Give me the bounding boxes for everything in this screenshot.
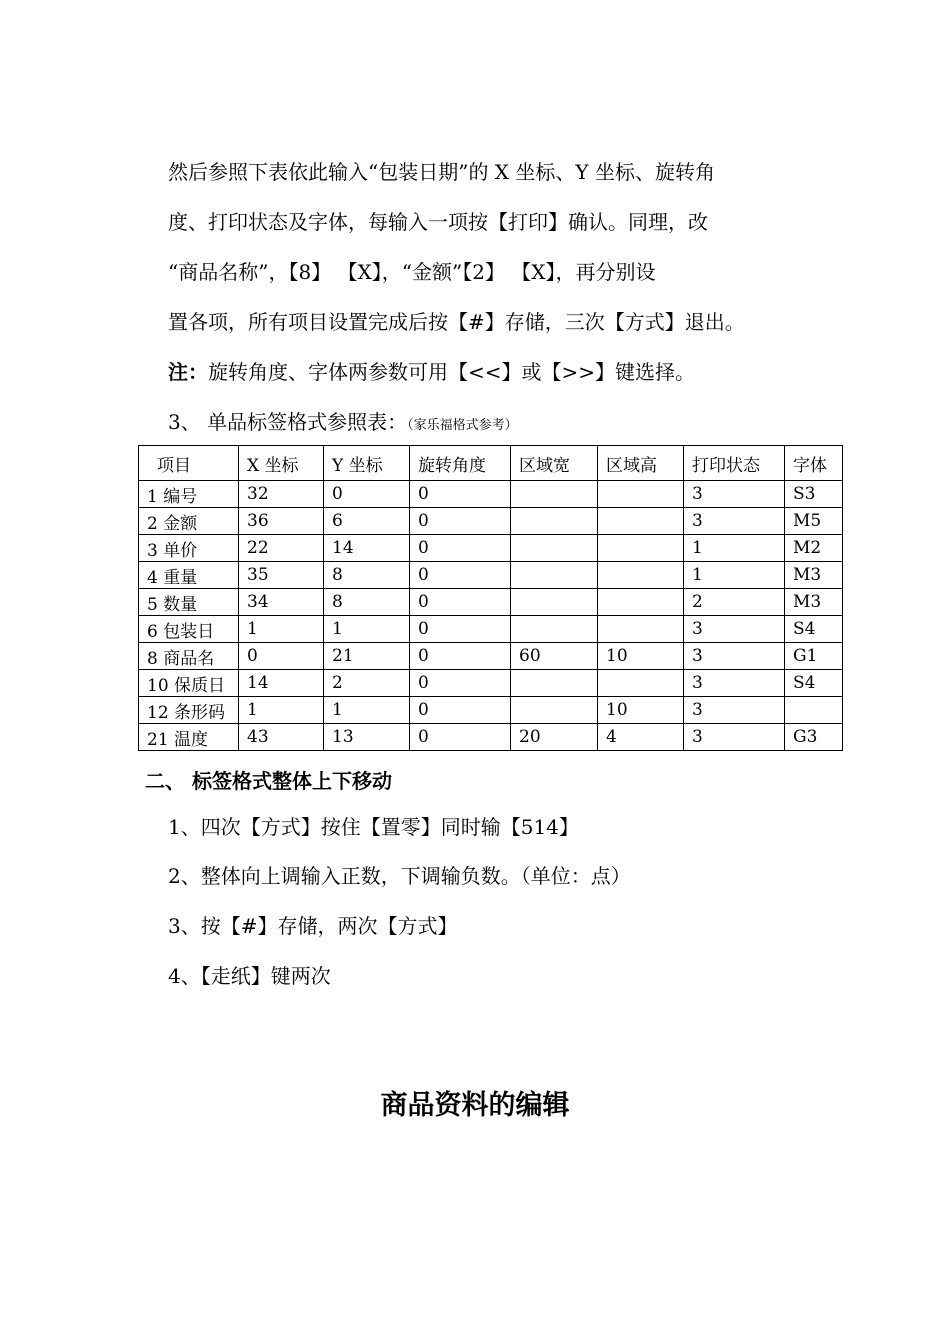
table-cell [511, 562, 598, 589]
table-cell: G3 [785, 724, 843, 751]
table-cell: 3 [684, 481, 785, 508]
table-cell: 3 [684, 670, 785, 697]
table-row [139, 724, 843, 751]
paragraph-line-2: 度、打印状态及字体，每输入一项按【打印】确认。同理，改 [168, 210, 708, 234]
table-cell: 3 [684, 724, 785, 751]
table-cell: 1 [684, 562, 785, 589]
table-cell: 32 [239, 481, 324, 508]
table-cell: 2 金额 [139, 508, 239, 535]
table-cell: 0 [239, 643, 324, 670]
table-cell: M3 [785, 589, 843, 616]
table-cell: 2 [684, 589, 785, 616]
table-cell [598, 508, 684, 535]
table-cell: 0 [410, 670, 511, 697]
table-cell: 43 [239, 724, 324, 751]
table-cell: 10 [598, 697, 684, 724]
table-cell: 4 重量 [139, 562, 239, 589]
table-cell: 8 [324, 562, 410, 589]
table-cell: M2 [785, 535, 843, 562]
table-cell: 0 [410, 589, 511, 616]
table-cell: 1 编号 [139, 481, 239, 508]
table-row [139, 481, 843, 508]
table-cell: 34 [239, 589, 324, 616]
table-cell [598, 535, 684, 562]
table-cell: 3 [684, 643, 785, 670]
table-cell: G1 [785, 643, 843, 670]
table-cell [598, 670, 684, 697]
paragraph-line-4: 置各项，所有项目设置完成后按【#】存储，三次【方式】退出。 [168, 310, 745, 334]
table-row [139, 670, 843, 697]
table-cell: 6 [324, 508, 410, 535]
table-cell: 10 保质日 [139, 670, 239, 697]
table-cell: 0 [410, 481, 511, 508]
step-1: 1、四次【方式】按住【置零】同时输【514】 [168, 815, 579, 839]
table-cell: 13 [324, 724, 410, 751]
table-cell: 5 数量 [139, 589, 239, 616]
table-cell: 22 [239, 535, 324, 562]
table-cell: 14 [324, 535, 410, 562]
table-cell: 0 [410, 562, 511, 589]
label-format-table [138, 445, 843, 751]
table-cell: 0 [410, 697, 511, 724]
table-row [139, 616, 843, 643]
table-cell: 0 [410, 616, 511, 643]
table-cell: 10 [598, 643, 684, 670]
note-label: 注： [168, 360, 208, 384]
table-header-cell: 旋转角度 [410, 446, 511, 481]
table-cell: 3 [684, 616, 785, 643]
table-header-cell: X 坐标 [239, 446, 324, 481]
table-caption-text: 3、 单品标签格式参照表： [168, 410, 408, 434]
bottom-title: 商品资料的编辑 [380, 1090, 570, 1121]
table-cell: 1 [239, 697, 324, 724]
table-cell [598, 481, 684, 508]
step-2: 2、整体向上调输入正数，下调输负数。（单位：点） [168, 864, 631, 888]
table-cell: 20 [511, 724, 598, 751]
table-cell [511, 535, 598, 562]
table-cell: 0 [410, 643, 511, 670]
step-4: 4、【走纸】键两次 [168, 964, 331, 988]
table-cell: 1 [684, 535, 785, 562]
table-cell: 1 [324, 616, 410, 643]
table-cell: 8 [324, 589, 410, 616]
table-row [139, 697, 843, 724]
table-cell: 3 单价 [139, 535, 239, 562]
table-cell: 0 [410, 724, 511, 751]
table-cell: 6 包装日 [139, 616, 239, 643]
table-cell: 60 [511, 643, 598, 670]
table-cell: 3 [684, 508, 785, 535]
table-cell: 1 [324, 697, 410, 724]
table-row [139, 508, 843, 535]
table-cell [511, 589, 598, 616]
table-cell: 36 [239, 508, 324, 535]
table-cell [598, 589, 684, 616]
section-2-heading: 二、 标签格式整体上下移动 [145, 769, 392, 793]
table-cell: 21 温度 [139, 724, 239, 751]
table-row [139, 562, 843, 589]
table-cell: 0 [324, 481, 410, 508]
table-row [139, 643, 843, 670]
table-caption-note: （家乐福格式参考） [407, 418, 518, 433]
table-cell: 14 [239, 670, 324, 697]
step-3: 3、按【#】存储，两次【方式】 [168, 914, 458, 938]
table-cell: 0 [410, 508, 511, 535]
table-cell: 0 [410, 535, 511, 562]
table-cell: 8 商品名 [139, 643, 239, 670]
table-cell: 1 [239, 616, 324, 643]
table-cell: 21 [324, 643, 410, 670]
table-cell: M3 [785, 562, 843, 589]
table-header-cell: 字体 [785, 446, 843, 481]
table-cell [598, 562, 684, 589]
table-cell: S4 [785, 616, 843, 643]
table-row [139, 589, 843, 616]
table-cell: 3 [684, 697, 785, 724]
table-header-cell: Y 坐标 [324, 446, 410, 481]
table-cell [511, 697, 598, 724]
table-header-cell: 区域宽 [511, 446, 598, 481]
note-text: 旋转角度、字体两参数可用【<<】或【>>】键选择。 [208, 360, 696, 384]
table-cell: 12 条形码 [139, 697, 239, 724]
table-header-cell: 区域高 [598, 446, 684, 481]
paragraph-line-3: “商品名称”，【8】 【X】，“金额”【2】 【X】，再分别设 [168, 260, 656, 284]
table-cell: 2 [324, 670, 410, 697]
table-cell [511, 670, 598, 697]
table-cell [511, 508, 598, 535]
table-cell: M5 [785, 508, 843, 535]
table-row [139, 535, 843, 562]
table-cell [511, 616, 598, 643]
paragraph-line-1: 然后参照下表依此输入“包装日期”的 X 坐标、Y 坐标、旋转角 [168, 160, 715, 184]
table-body [139, 481, 843, 751]
table-cell: S4 [785, 670, 843, 697]
table-header-cell: 项目 [139, 446, 239, 481]
table-caption [168, 410, 518, 438]
table-cell: S3 [785, 481, 843, 508]
table-cell [785, 697, 843, 724]
table-header-cell: 打印状态 [684, 446, 785, 481]
table-cell: 35 [239, 562, 324, 589]
table-cell [511, 481, 598, 508]
table-header-row [139, 446, 843, 481]
table-cell: 4 [598, 724, 684, 751]
note-line [168, 360, 695, 384]
table-cell [598, 616, 684, 643]
